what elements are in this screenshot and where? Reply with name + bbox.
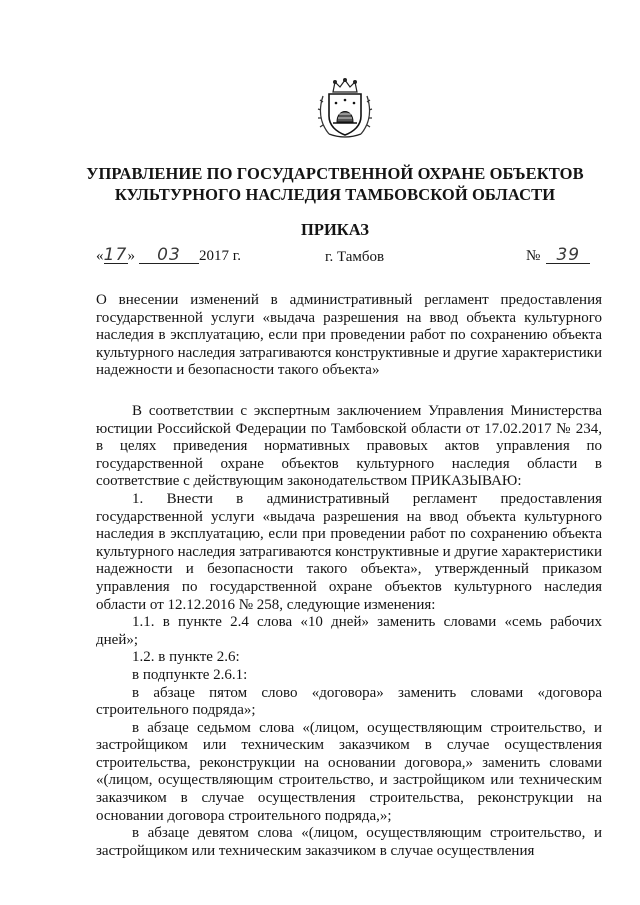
date-open-quote: « [96, 248, 104, 264]
oak-leaves-left-icon [318, 96, 329, 134]
document-meta-row [96, 247, 602, 271]
document-number [526, 247, 590, 265]
body-paragraph-item-1-2: 1.2. в пункте 2.6: [132, 649, 240, 666]
body-paragraph-subitem-2-6-1: в подпункте 2.6.1: [132, 666, 248, 683]
document-city: г. Тамбов [325, 249, 385, 265]
document-type-heading: ПРИКАЗ [301, 220, 369, 239]
crown-icon [333, 79, 357, 92]
date-year: 2017 г. [199, 248, 241, 264]
number-value: 39 [546, 247, 590, 264]
body-paragraph-ninth-abzac: в абзаце девятом слова «(лицом, осуществляющим строительство, и застройщиком или техническим заказчиком в случае осуществления [96, 825, 602, 859]
body-paragraph-seventh-abzac: в абзаце седьмом слова «(лицом, осуществляющим строительство, и застройщиком или техническим заказчиком в случае осуществления строительства, реконструкции на основании договора,» заменить словами «(лицом, осуществляющим строительство, и застройщиком или техническим заказчиком в случае осуществления строительства, реконструкции на основании договора строительного подряда,»; [96, 719, 602, 824]
organization-title-line-2: КУЛЬТУРНОГО НАСЛЕДИЯ ТАМБОВСКОЙ ОБЛАСТИ [114, 185, 556, 204]
body-paragraph-item-1-1: 1.1. в пункте 2.4 слова «10 дней» заменить словами «семь рабочих дней»; [96, 614, 602, 648]
date-close-quote: » [127, 248, 135, 264]
body-paragraph-item-1: 1. Внести в административный регламент предоставления государственной услуги «выдача разрешения на ввод объекта культурного наследия в эксплуатацию, если при проведении работ по сохранению объекта культурного наследия затрагиваются конструктивные и другие характеристики надежности и безопасности такого объекта», утвержденный приказом управления по государственной охране объектов культурного наследия области от 12.12.2016 № 258, следующие изменения: [96, 490, 602, 613]
document-subject: О внесении изменений в административный регламент предоставления государственной услуги «выдача разрешения на ввод объекта культурного наследия в эксплуатацию, если при проведении работ по сохранению объекта культурного наследия затрагиваются конструктивные и другие характеристики надежности и безопасности такого объекта» [96, 292, 602, 379]
body-paragraph-fifth-abzac: в абзаце пятом слово «договора» заменить словами «договора строительного подряда»; [96, 684, 602, 719]
organization-title-line-1: УПРАВЛЕНИЕ ПО ГОСУДАРСТВЕННОЙ ОХРАНЕ ОБЪЕКТОВ [86, 164, 584, 183]
organization-title [80, 163, 590, 205]
document-body [96, 403, 602, 860]
body-paragraph-preamble: В соответствии с экспертным заключением Управления Министерства юстиции Российской Федерации по Тамбовской области от 17.02.2017 № 234, в целях приведения нормативных правовых актов управления по государственной охране объектов культурного наследия области в соответствие с действующим законодательством ПРИКАЗЫВАЮ: [96, 403, 602, 490]
document-date [96, 247, 241, 265]
tambov-coat-of-arms-emblem [315, 78, 375, 140]
number-sign: № [526, 248, 541, 264]
oak-leaves-right-icon [361, 96, 372, 134]
bee-icon [353, 102, 356, 105]
bee-icon [335, 102, 338, 105]
date-month: 03 [139, 247, 199, 264]
date-day: 17 [103, 245, 128, 265]
bee-icon [344, 99, 347, 102]
